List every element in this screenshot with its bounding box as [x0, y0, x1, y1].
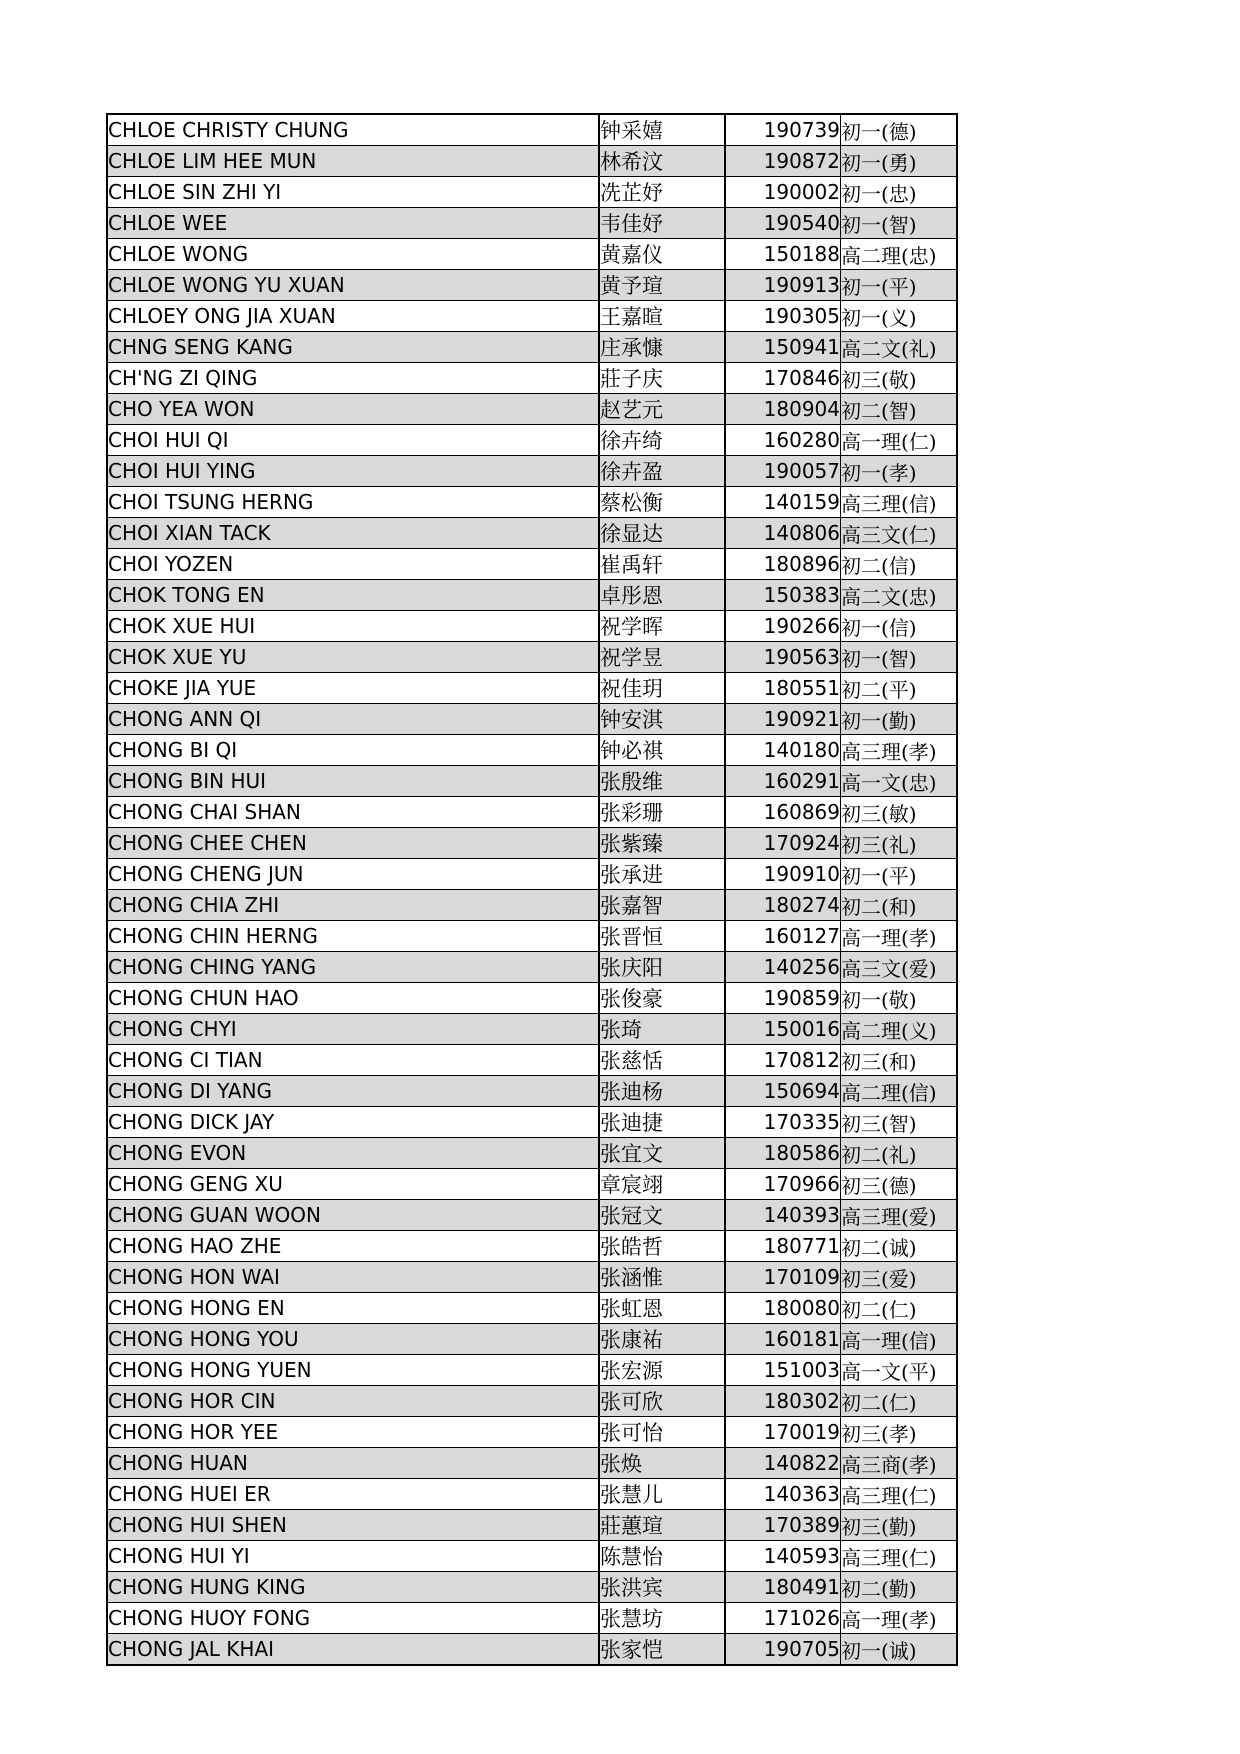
table-row [107, 921, 957, 952]
chinese-name-cell: 卓彤恩 [599, 580, 725, 611]
student-id-cell: 180896 [725, 549, 841, 580]
student-id-cell: 180904 [725, 394, 841, 425]
student-id-cell: 180586 [725, 1138, 841, 1169]
table-row [107, 1479, 957, 1510]
class-cell: 初一(智) [841, 642, 958, 673]
student-id-cell: 170389 [725, 1510, 841, 1541]
student-id-cell: 190859 [725, 983, 841, 1014]
student-id-cell: 180302 [725, 1386, 841, 1417]
student-name-cell: CHOI TSUNG HERNG [107, 487, 599, 518]
table-row [107, 859, 957, 890]
class-cell: 高三理(爱) [841, 1200, 958, 1231]
table-row [107, 1324, 957, 1355]
student-id-cell: 180080 [725, 1293, 841, 1324]
table-row [107, 270, 957, 301]
chinese-name-cell: 黄予瑄 [599, 270, 725, 301]
student-name-cell: CHONG GUAN WOON [107, 1200, 599, 1231]
student-id-cell: 150694 [725, 1076, 841, 1107]
student-name-cell: CHOI XIAN TACK [107, 518, 599, 549]
student-name-cell: CHONG HOR CIN [107, 1386, 599, 1417]
class-cell: 高二理(信) [841, 1076, 958, 1107]
chinese-name-cell: 徐卉盈 [599, 456, 725, 487]
chinese-name-cell: 张嘉智 [599, 890, 725, 921]
class-cell: 高三商(孝) [841, 1448, 958, 1479]
student-id-cell: 190921 [725, 704, 841, 735]
table-row [107, 1076, 957, 1107]
chinese-name-cell: 张涵惟 [599, 1262, 725, 1293]
student-name-cell: CHONG HOR YEE [107, 1417, 599, 1448]
class-cell: 高一理(孝) [841, 921, 958, 952]
chinese-name-cell: 张家恺 [599, 1634, 725, 1666]
chinese-name-cell: 张可怡 [599, 1417, 725, 1448]
student-id-cell: 140393 [725, 1200, 841, 1231]
table-row [107, 890, 957, 921]
student-name-cell: CHONG CHAI SHAN [107, 797, 599, 828]
student-id-cell: 150941 [725, 332, 841, 363]
table-row [107, 1448, 957, 1479]
chinese-name-cell: 张慈恬 [599, 1045, 725, 1076]
student-name-cell: CHONG HUI SHEN [107, 1510, 599, 1541]
chinese-name-cell: 张迪杨 [599, 1076, 725, 1107]
chinese-name-cell: 张慧坊 [599, 1603, 725, 1634]
table-row [107, 177, 957, 208]
table-row [107, 114, 957, 146]
table-row [107, 301, 957, 332]
chinese-name-cell: 冼芷妤 [599, 177, 725, 208]
student-id-cell: 160291 [725, 766, 841, 797]
class-cell: 高二理(义) [841, 1014, 958, 1045]
class-cell: 初一(诚) [841, 1634, 958, 1666]
table-row [107, 642, 957, 673]
student-roster-table [106, 113, 958, 1666]
student-name-cell: CHONG HON WAI [107, 1262, 599, 1293]
class-cell: 初一(孝) [841, 456, 958, 487]
student-id-cell: 140822 [725, 1448, 841, 1479]
student-name-cell: CHLOE SIN ZHI YI [107, 177, 599, 208]
class-cell: 高三理(孝) [841, 735, 958, 766]
table-row [107, 1417, 957, 1448]
class-cell: 初三(孝) [841, 1417, 958, 1448]
student-id-cell: 160181 [725, 1324, 841, 1355]
student-id-cell: 180274 [725, 890, 841, 921]
student-id-cell: 140256 [725, 952, 841, 983]
class-cell: 初三(爱) [841, 1262, 958, 1293]
student-name-cell: CHOK XUE YU [107, 642, 599, 673]
student-id-cell: 190002 [725, 177, 841, 208]
chinese-name-cell: 张皓哲 [599, 1231, 725, 1262]
table-row [107, 1014, 957, 1045]
student-name-cell: CHO YEA WON [107, 394, 599, 425]
chinese-name-cell: 张彩珊 [599, 797, 725, 828]
class-cell: 高三文(仁) [841, 518, 958, 549]
chinese-name-cell: 张焕 [599, 1448, 725, 1479]
class-cell: 初三(智) [841, 1107, 958, 1138]
chinese-name-cell: 赵艺元 [599, 394, 725, 425]
student-name-cell: CHONG CHEE CHEN [107, 828, 599, 859]
student-name-cell: CHONG HUEI ER [107, 1479, 599, 1510]
class-cell: 初二(和) [841, 890, 958, 921]
student-id-cell: 140593 [725, 1541, 841, 1572]
table-row [107, 673, 957, 704]
student-name-cell: CHONG JAL KHAI [107, 1634, 599, 1666]
table-row [107, 456, 957, 487]
class-cell: 初二(勤) [841, 1572, 958, 1603]
table-row [107, 518, 957, 549]
student-name-cell: CHLOE WEE [107, 208, 599, 239]
table-row [107, 1386, 957, 1417]
student-name-cell: CHONG HAO ZHE [107, 1231, 599, 1262]
student-id-cell: 190563 [725, 642, 841, 673]
class-cell: 初一(义) [841, 301, 958, 332]
table-row [107, 1293, 957, 1324]
student-id-cell: 151003 [725, 1355, 841, 1386]
student-id-cell: 170812 [725, 1045, 841, 1076]
table-row [107, 1107, 957, 1138]
student-name-cell: CHLOEY ONG JIA XUAN [107, 301, 599, 332]
class-cell: 初一(敬) [841, 983, 958, 1014]
table-row [107, 208, 957, 239]
chinese-name-cell: 祝佳玥 [599, 673, 725, 704]
class-cell: 高三理(信) [841, 487, 958, 518]
student-name-cell: CHOI YOZEN [107, 549, 599, 580]
table-row [107, 797, 957, 828]
chinese-name-cell: 张承进 [599, 859, 725, 890]
table-row [107, 394, 957, 425]
class-cell: 高一文(忠) [841, 766, 958, 797]
student-id-cell: 190910 [725, 859, 841, 890]
chinese-name-cell: 王嘉暄 [599, 301, 725, 332]
student-name-cell: CHONG CHING YANG [107, 952, 599, 983]
student-id-cell: 190266 [725, 611, 841, 642]
table-row [107, 1200, 957, 1231]
chinese-name-cell: 庄承慷 [599, 332, 725, 363]
chinese-name-cell: 林希汶 [599, 146, 725, 177]
chinese-name-cell: 钟必祺 [599, 735, 725, 766]
class-cell: 高一理(孝) [841, 1603, 958, 1634]
student-name-cell: CHONG CHYI [107, 1014, 599, 1045]
class-cell: 初一(德) [841, 114, 958, 146]
student-id-cell: 170846 [725, 363, 841, 394]
table-row [107, 952, 957, 983]
student-name-cell: CHOKE JIA YUE [107, 673, 599, 704]
chinese-name-cell: 张宜文 [599, 1138, 725, 1169]
chinese-name-cell: 张琦 [599, 1014, 725, 1045]
class-cell: 初一(智) [841, 208, 958, 239]
class-cell: 高三理(仁) [841, 1479, 958, 1510]
class-cell: 初三(和) [841, 1045, 958, 1076]
student-id-cell: 150383 [725, 580, 841, 611]
class-cell: 高二理(忠) [841, 239, 958, 270]
class-cell: 初三(礼) [841, 828, 958, 859]
table-row [107, 1541, 957, 1572]
student-name-cell: CHONG BI QI [107, 735, 599, 766]
table-row [107, 1355, 957, 1386]
class-cell: 高三文(爱) [841, 952, 958, 983]
class-cell: 初二(智) [841, 394, 958, 425]
student-name-cell: CHONG HUAN [107, 1448, 599, 1479]
chinese-name-cell: 张迪捷 [599, 1107, 725, 1138]
student-id-cell: 180491 [725, 1572, 841, 1603]
student-name-cell: CH'NG ZI QING [107, 363, 599, 394]
chinese-name-cell: 张康祐 [599, 1324, 725, 1355]
chinese-name-cell: 张慧儿 [599, 1479, 725, 1510]
student-id-cell: 160127 [725, 921, 841, 952]
student-name-cell: CHONG EVON [107, 1138, 599, 1169]
chinese-name-cell: 蔡松衡 [599, 487, 725, 518]
chinese-name-cell: 张晋恒 [599, 921, 725, 952]
student-id-cell: 140363 [725, 1479, 841, 1510]
student-id-cell: 150016 [725, 1014, 841, 1045]
student-name-cell: CHONG HONG EN [107, 1293, 599, 1324]
chinese-name-cell: 张可欣 [599, 1386, 725, 1417]
table-row [107, 1510, 957, 1541]
student-id-cell: 140180 [725, 735, 841, 766]
chinese-name-cell: 徐显达 [599, 518, 725, 549]
student-name-cell: CHOI HUI QI [107, 425, 599, 456]
table-row [107, 1138, 957, 1169]
student-id-cell: 171026 [725, 1603, 841, 1634]
class-cell: 初三(德) [841, 1169, 958, 1200]
chinese-name-cell: 莊蕙瑄 [599, 1510, 725, 1541]
chinese-name-cell: 张洪宾 [599, 1572, 725, 1603]
class-cell: 初一(勤) [841, 704, 958, 735]
student-name-cell: CHLOE CHRISTY CHUNG [107, 114, 599, 146]
student-name-cell: CHONG HUOY FONG [107, 1603, 599, 1634]
student-name-cell: CHONG CI TIAN [107, 1045, 599, 1076]
chinese-name-cell: 祝学晖 [599, 611, 725, 642]
student-id-cell: 170109 [725, 1262, 841, 1293]
class-cell: 初一(信) [841, 611, 958, 642]
class-cell: 初一(忠) [841, 177, 958, 208]
class-cell: 初二(信) [841, 549, 958, 580]
table-row [107, 487, 957, 518]
chinese-name-cell: 陈慧怡 [599, 1541, 725, 1572]
table-row [107, 239, 957, 270]
student-name-cell: CHOK XUE HUI [107, 611, 599, 642]
table-row [107, 735, 957, 766]
class-cell: 初三(勤) [841, 1510, 958, 1541]
student-name-cell: CHOK TONG EN [107, 580, 599, 611]
table-row [107, 1169, 957, 1200]
table-row [107, 580, 957, 611]
student-name-cell: CHNG SENG KANG [107, 332, 599, 363]
student-id-cell: 150188 [725, 239, 841, 270]
table-row [107, 1262, 957, 1293]
student-id-cell: 140159 [725, 487, 841, 518]
student-id-cell: 160280 [725, 425, 841, 456]
table-row [107, 146, 957, 177]
roster-body [107, 114, 957, 1665]
student-id-cell: 190540 [725, 208, 841, 239]
student-id-cell: 190305 [725, 301, 841, 332]
student-name-cell: CHONG CHENG JUN [107, 859, 599, 890]
chinese-name-cell: 莊子庆 [599, 363, 725, 394]
student-id-cell: 190913 [725, 270, 841, 301]
student-name-cell: CHLOE WONG [107, 239, 599, 270]
chinese-name-cell: 张俊豪 [599, 983, 725, 1014]
chinese-name-cell: 韦佳妤 [599, 208, 725, 239]
table-row [107, 704, 957, 735]
student-name-cell: CHONG GENG XU [107, 1169, 599, 1200]
class-cell: 高二文(礼) [841, 332, 958, 363]
class-cell: 初二(礼) [841, 1138, 958, 1169]
student-id-cell: 190739 [725, 114, 841, 146]
class-cell: 初二(平) [841, 673, 958, 704]
student-name-cell: CHOI HUI YING [107, 456, 599, 487]
student-id-cell: 190705 [725, 1634, 841, 1666]
table-row [107, 1634, 957, 1666]
student-name-cell: CHONG DICK JAY [107, 1107, 599, 1138]
chinese-name-cell: 崔禹轩 [599, 549, 725, 580]
student-id-cell: 190872 [725, 146, 841, 177]
student-name-cell: CHONG CHUN HAO [107, 983, 599, 1014]
chinese-name-cell: 张殷维 [599, 766, 725, 797]
student-name-cell: CHONG BIN HUI [107, 766, 599, 797]
chinese-name-cell: 张宏源 [599, 1355, 725, 1386]
chinese-name-cell: 张庆阳 [599, 952, 725, 983]
student-name-cell: CHLOE LIM HEE MUN [107, 146, 599, 177]
student-name-cell: CHONG HUI YI [107, 1541, 599, 1572]
chinese-name-cell: 章宸翊 [599, 1169, 725, 1200]
chinese-name-cell: 钟采嬉 [599, 114, 725, 146]
table-row [107, 549, 957, 580]
class-cell: 初二(仁) [841, 1293, 958, 1324]
class-cell: 高一理(信) [841, 1324, 958, 1355]
table-row [107, 828, 957, 859]
class-cell: 初二(诚) [841, 1231, 958, 1262]
table-row [107, 425, 957, 456]
table-row [107, 1231, 957, 1262]
class-cell: 高二文(忠) [841, 580, 958, 611]
student-id-cell: 160869 [725, 797, 841, 828]
student-name-cell: CHONG HONG YUEN [107, 1355, 599, 1386]
student-name-cell: CHLOE WONG YU XUAN [107, 270, 599, 301]
table-row [107, 766, 957, 797]
student-name-cell: CHONG CHIN HERNG [107, 921, 599, 952]
chinese-name-cell: 黄嘉仪 [599, 239, 725, 270]
student-id-cell: 170019 [725, 1417, 841, 1448]
class-cell: 初一(平) [841, 270, 958, 301]
student-name-cell: CHONG CHIA ZHI [107, 890, 599, 921]
table-row [107, 983, 957, 1014]
table-row [107, 1603, 957, 1634]
class-cell: 高一理(仁) [841, 425, 958, 456]
table-row [107, 332, 957, 363]
student-id-cell: 180771 [725, 1231, 841, 1262]
student-id-cell: 140806 [725, 518, 841, 549]
student-id-cell: 190057 [725, 456, 841, 487]
class-cell: 高一文(平) [841, 1355, 958, 1386]
class-cell: 初一(勇) [841, 146, 958, 177]
student-name-cell: CHONG HONG YOU [107, 1324, 599, 1355]
table-row [107, 1572, 957, 1603]
student-name-cell: CHONG ANN QI [107, 704, 599, 735]
table-row [107, 1045, 957, 1076]
chinese-name-cell: 钟安淇 [599, 704, 725, 735]
chinese-name-cell: 张冠文 [599, 1200, 725, 1231]
class-cell: 初二(仁) [841, 1386, 958, 1417]
chinese-name-cell: 徐卉绮 [599, 425, 725, 456]
student-id-cell: 180551 [725, 673, 841, 704]
student-id-cell: 170335 [725, 1107, 841, 1138]
table-row [107, 611, 957, 642]
chinese-name-cell: 张虹恩 [599, 1293, 725, 1324]
student-id-cell: 170966 [725, 1169, 841, 1200]
class-cell: 初三(敬) [841, 363, 958, 394]
class-cell: 高三理(仁) [841, 1541, 958, 1572]
chinese-name-cell: 祝学昱 [599, 642, 725, 673]
class-cell: 初一(平) [841, 859, 958, 890]
student-name-cell: CHONG HUNG KING [107, 1572, 599, 1603]
student-name-cell: CHONG DI YANG [107, 1076, 599, 1107]
student-id-cell: 170924 [725, 828, 841, 859]
class-cell: 初三(敏) [841, 797, 958, 828]
chinese-name-cell: 张紫臻 [599, 828, 725, 859]
table-row [107, 363, 957, 394]
